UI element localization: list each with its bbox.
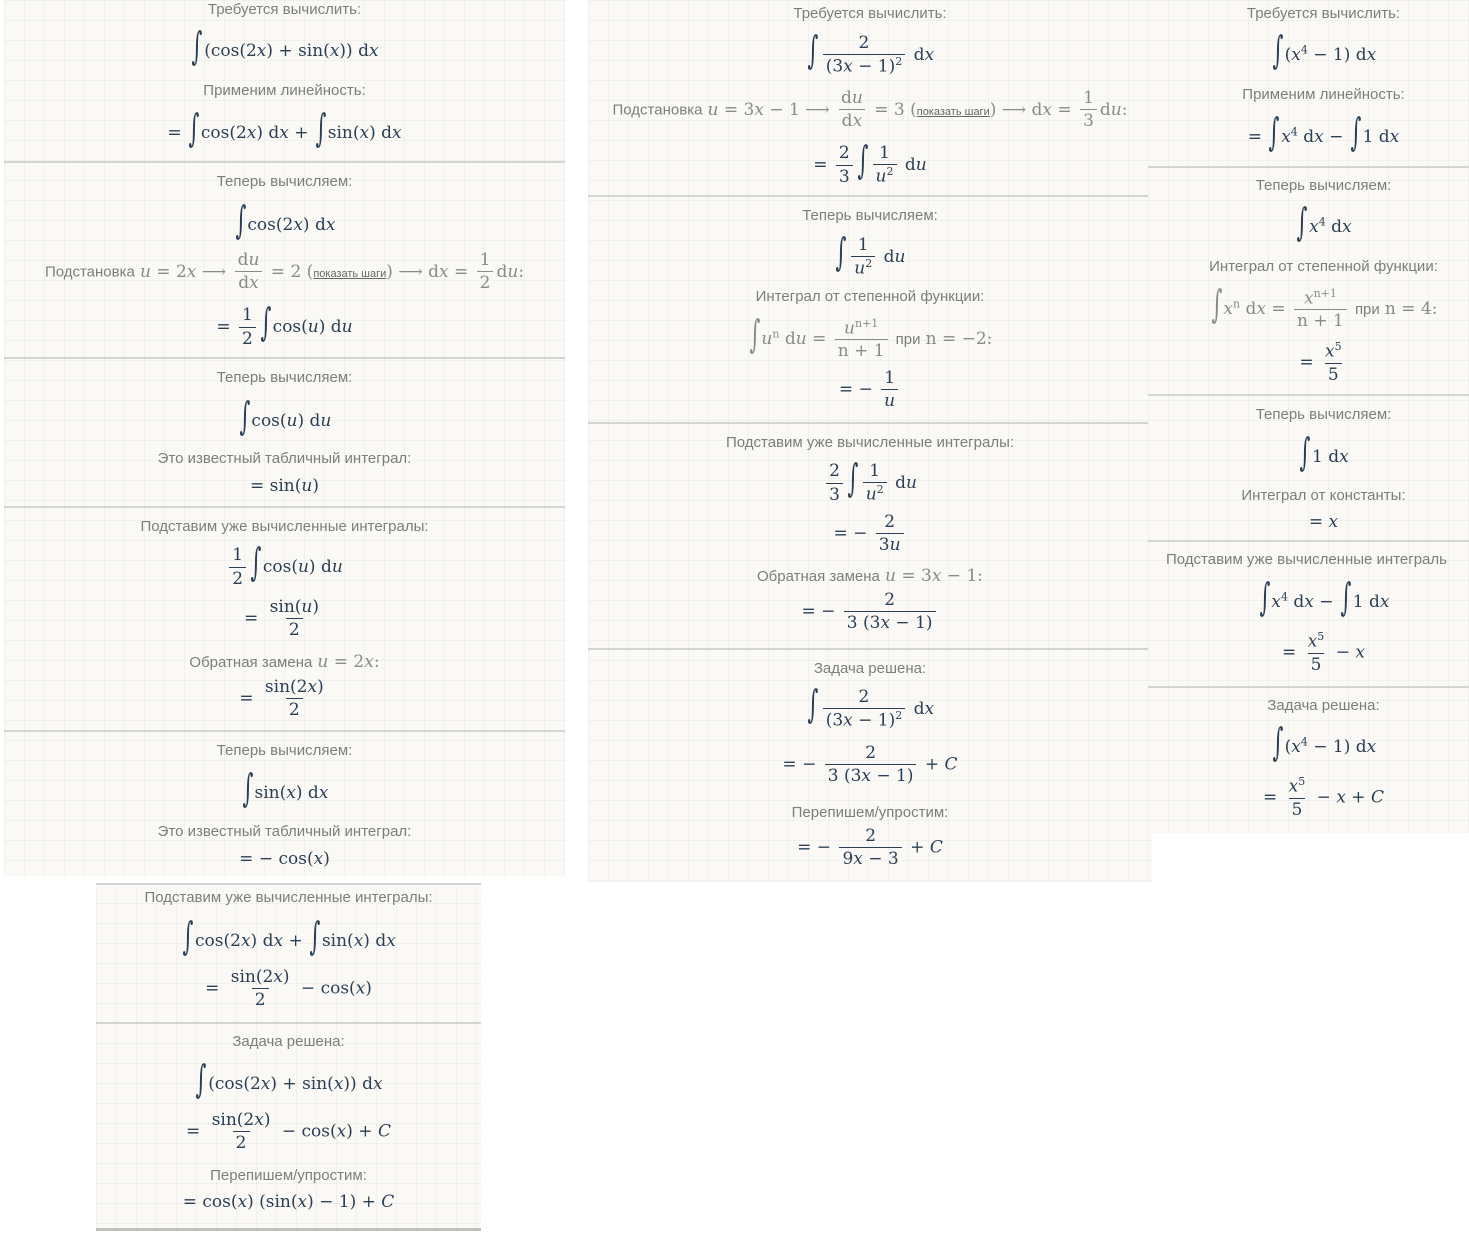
formula: ∫ $\frac{2}{(3x - 1)^2}$ dx: [807, 28, 935, 77]
formula: = $\frac{\sin(2x)}{2}$ − cos(x) + C: [186, 1110, 391, 1154]
formula: = $\frac{x^5}{5}$ − x: [1282, 630, 1365, 675]
formula: $\int x^4$ dx: [1296, 200, 1352, 244]
caption: Это известный табличный интеграл:: [157, 823, 412, 840]
formula: ∫cos(2x) dx: [235, 198, 336, 242]
panel-b: [588, 0, 1152, 883]
formula: ∫(cos(2x) + sin(x)) dx: [195, 1057, 383, 1101]
caption: Подставим уже вычисленные интегралы:: [725, 434, 1015, 451]
formula: = $\frac{\sin(2x)}{2}$ − cos(x): [205, 967, 372, 1011]
back-substitution: Обратная замена u = 2x:: [189, 652, 380, 672]
formula: $\frac{1}{2}$ ∫cos(u) du: [4, 540, 565, 590]
formula: = − $\frac{2}{3 (3x - 1)}$ + C: [782, 743, 958, 787]
formula: = sin(u): [250, 476, 319, 496]
caption: Теперь вычисляем:: [1255, 406, 1392, 423]
formula: ∫ $\frac{2}{(3x - 1)^2}$ dx: [807, 682, 935, 731]
caption: Задача решена:: [1267, 697, 1380, 714]
show-steps-link[interactable]: показать шаги: [916, 105, 990, 118]
back-substitution: Обратная замена u = 3x − 1:: [756, 566, 984, 586]
caption: Перепишем/упростим:: [791, 804, 949, 821]
formula: ∫1 dx: [1299, 430, 1349, 474]
power-rule: $\int u^n$ du = $\frac{u^{n+1}}{n + 1}$ при n = −2:: [749, 312, 993, 362]
caption: Интеграл от константы:: [1241, 487, 1406, 504]
substitution-line: Подстановка u = 3x − 1 ⟶ $\frac{du}{dx}$ = 3 (показать шаги) ⟶ dx = $\frac{1}{3}$ du:: [612, 88, 1128, 132]
caption: Это известный табличный интеграл:: [157, 450, 412, 467]
caption: Требуется вычислить:: [207, 1, 362, 18]
formula: ∫(cos(2x) + sin(x)) dx: [191, 24, 379, 68]
formula: = − $\frac{1}{u}$: [588, 368, 1152, 412]
formula: = − $\frac{2}{9x - 3}$ + C: [797, 826, 943, 870]
caption: Теперь вычисляем:: [216, 173, 353, 190]
formula: = cos(x) (sin(x) − 1) + C: [182, 1192, 395, 1212]
caption: Задача решена:: [232, 1033, 345, 1050]
show-steps-link[interactable]: показать шаги: [313, 267, 387, 280]
formula: = $\frac{x^5}{5}$: [1299, 340, 1342, 385]
formula: ∫sin(x) dx: [242, 766, 329, 810]
caption: Теперь вычисляем:: [1255, 177, 1392, 194]
panel-c: [1148, 0, 1469, 833]
panel-a: [4, 0, 565, 876]
formula: ∫ $\frac{1}{u^2}$ du: [835, 230, 906, 279]
caption: Интеграл от степенной функции:: [1209, 258, 1438, 275]
caption: Подставим уже вычисленные интегралы:: [144, 889, 433, 906]
panel-a-continued: [96, 883, 481, 1231]
formula: = − $\frac{2}{3u}$: [588, 512, 1152, 556]
formula: $\int(x^4 - 1)$ dx: [1272, 28, 1377, 72]
formula: ∫cos(u) du: [239, 394, 332, 438]
formula: = $\frac{1}{2}$ ∫cos(u) du: [216, 300, 353, 349]
caption: Подставим уже вычисленные интеграль: [1166, 551, 1447, 568]
formula: = − $\frac{2}{3 (3x - 1)}$: [588, 590, 1152, 634]
substitution-line: Подстановка u = 2x ⟶ $\frac{du}{dx}$ = 2 (показать шаги) ⟶ dx = $\frac{1}{2}$ du:: [44, 250, 525, 294]
formula: = x: [1308, 512, 1339, 532]
caption: Требуется вычислить:: [1246, 5, 1401, 22]
formula: ∫cos(2x) dx + ∫sin(x) dx: [182, 914, 396, 958]
formula: = $\int x^4$ dx − ∫1 dx: [1247, 110, 1400, 154]
formula: = $\frac{x^5}{5}$ − x + C: [1263, 775, 1384, 820]
caption: Теперь вычисляем:: [216, 742, 353, 759]
formula: = ∫cos(2x) dx + ∫sin(x) dx: [167, 106, 402, 150]
caption: Подставим уже вычисленные интегралы:: [140, 518, 429, 535]
power-rule: $\int x^n$ dx = $\frac{x^{n+1}}{n + 1}$ при n = 4:: [1211, 282, 1438, 332]
caption: Применим линейность:: [203, 82, 366, 99]
caption: Требуется вычислить:: [793, 5, 947, 22]
formula: $\frac{2}{3}$ ∫ $\frac{1}{u^2}$ du: [588, 456, 1152, 506]
formula: $\int(x^4 - 1)$ dx: [1272, 720, 1377, 764]
caption: Теперь вычисляем:: [216, 369, 353, 386]
caption: Задача решена:: [813, 660, 927, 677]
formula: = $\frac{\sin(2x)}{2}$: [239, 677, 324, 721]
formula: = − cos(x): [239, 849, 330, 869]
caption: Теперь вычисляем:: [802, 207, 938, 224]
formula: = $\frac{\sin(u)}{2}$: [244, 597, 319, 641]
formula: $\int x^4$ dx − ∫1 dx: [1259, 575, 1390, 619]
caption: Интеграл от степенной функции:: [755, 288, 985, 305]
formula: = $\frac{2}{3}$ ∫ $\frac{1}{u^2}$ du: [813, 138, 927, 187]
caption: Применим линейность:: [1242, 86, 1405, 103]
caption: Перепишем/упростим:: [210, 1167, 367, 1184]
